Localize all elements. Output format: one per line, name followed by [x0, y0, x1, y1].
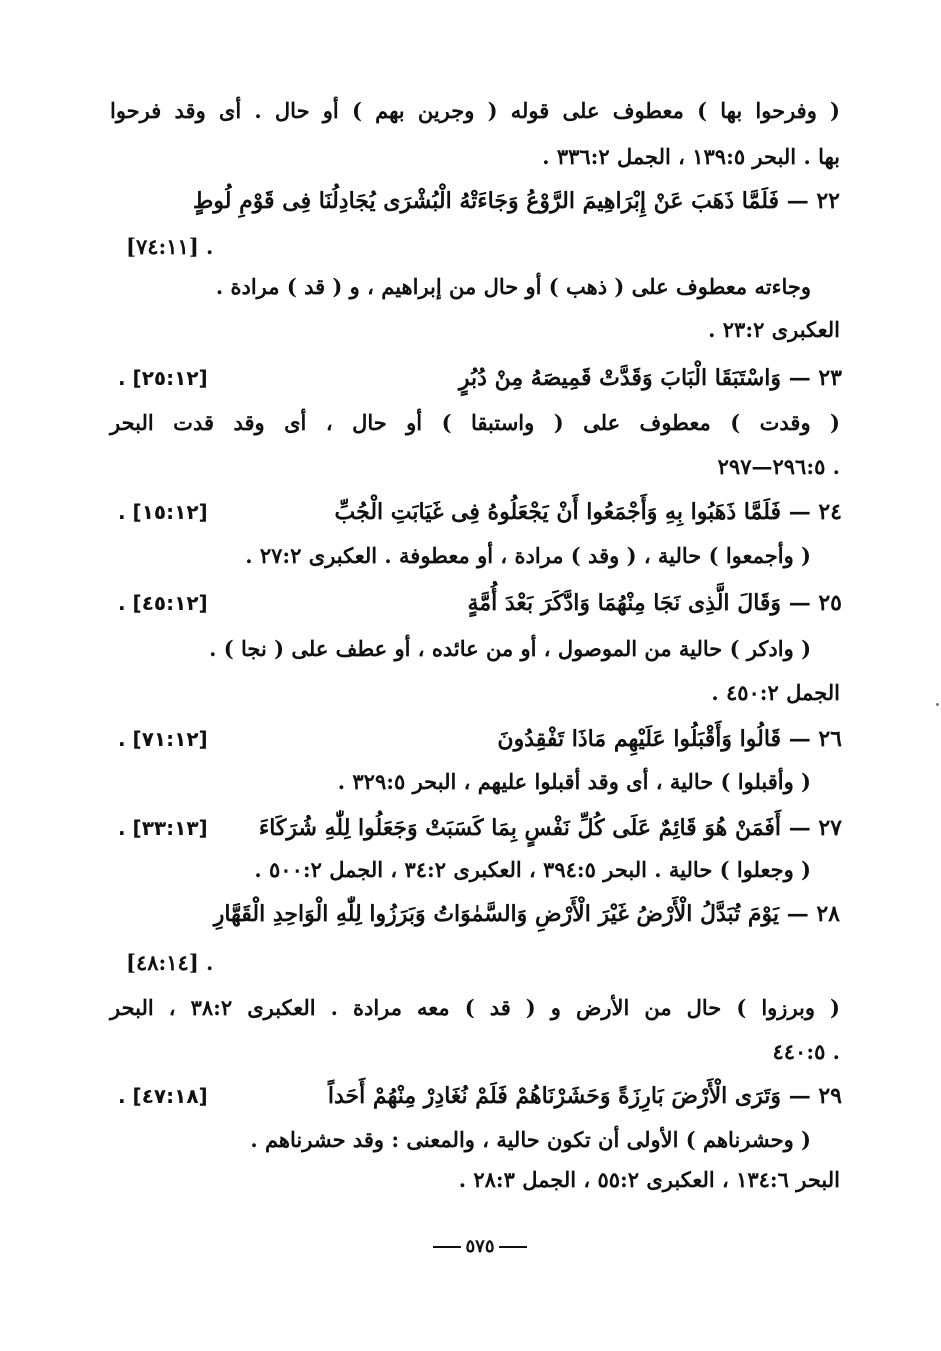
commentary-line: وجاءته معطوف على ( ذهب ) أو حال من إبراهيم ، و ( قد ) مرادة . [215, 274, 811, 299]
verse-26 [118, 721, 842, 757]
commentary-line: البحر ١٣٤:٦ ، العكبرى ٥٥:٢ ، الجمل ٢٨:٣ . [458, 1167, 840, 1192]
verse-reference: [٣٣:١٣] . [118, 816, 208, 840]
commentary-line: العكبرى ٢٣:٢ . [708, 317, 840, 342]
page-number [420, 1236, 540, 1257]
verse-27 [118, 810, 842, 846]
verse-text: ٢٦ — قَالُوا وَأَقْبَلُوا عَلَيْهِم مَاذَا تَفْقِدُونَ [497, 726, 842, 752]
scan-speck [936, 703, 939, 706]
commentary-line: ( وبرزوا ) حال من الأرض و ( قد ) معه مرادة . العكبرى ٣٨:٢ ، البحر [110, 995, 840, 1020]
commentary-line: ٤٤٠:٥ . [772, 1039, 840, 1064]
verse-text: ٢٩ — وَتَرَى الْأَرْضَ بَارِزَةً وَحَشَرْنَاهُمْ فَلَمْ نُغَادِرْ مِنْهُمْ أَحَداً [327, 1083, 842, 1109]
commentary-line: ( وأقبلوا ) حالية ، أى وقد أقبلوا عليهم ، البحر ٣٢٩:٥ . [337, 769, 811, 794]
commentary-line: ( وحشرناهم ) الأولى أن تكون حالية ، والمعنى : وقد حشرناهم . [250, 1127, 811, 1152]
verse-29 [118, 1078, 842, 1114]
verse-24 [118, 494, 842, 530]
verse-25 [118, 585, 842, 621]
verse-text: ٢٧ — أَفَمَنْ هُوَ قَائِمٌ عَلَى كُلِّ نَفْسٍ بِمَا كَسَبَتْ وَجَعَلُوا لِلّٰهِ شُرَكَاءَ [258, 815, 842, 841]
verse-reference: [٤٧:١٨] . [118, 1084, 208, 1108]
verse-reference: [٤٥:١٢] . [118, 591, 208, 615]
dash-divider [433, 1246, 461, 1248]
verse-reference: [٧١:١٢] . [118, 727, 208, 751]
verse-reference: [٢٥:١٢] . [118, 366, 208, 390]
verse-28: ٢٨ — يَوْمَ تُبَدَّلُ الْأَرْضُ غَيْرَ الْأَرْضِ وَالسَّمٰوَاتُ وَبَرَزُوا لِلّٰهِ الْوَاحِدِ الْقَهَّارِ [213, 901, 840, 927]
verse-22: ٢٢ — فَلَمَّا ذَهَبَ عَنْ إِبْرَاهِيمَ الرَّوْعُ وَجَاءَتْهُ الْبُشْرَى يُجَادِلُنَا فِى قَوْمِ لُوطٍ [193, 188, 840, 214]
commentary-line: ( وأجمعوا ) حالية ، ( وقد ) مرادة ، أو معطوفة . العكبرى ٢٧:٢ . [245, 543, 811, 568]
page-number-value: ٥٧٥ [465, 1236, 495, 1257]
dash-divider [499, 1246, 527, 1248]
commentary-line: بها . البحر ١٣٩:٥ ، الجمل ٣٣٦:٢ . [542, 144, 840, 169]
verse-text: ٢٤ — فَلَمَّا ذَهَبُوا بِهِ وَأَجْمَعُوا أَنْ يَجْعَلُوهُ فِى غَيَابَتِ الْجُبِّ [334, 499, 842, 525]
commentary-line: ( وفرحوا بها ) معطوف على قوله ( وجرين بهم ) أو حال . أى وقد فرحوا [110, 98, 840, 123]
verse-reference: [١٥:١٢] . [118, 500, 208, 524]
commentary-line: ( وقدت ) معطوف على ( واستبقا ) أو حال ، أى وقد قدت البحر [110, 410, 840, 435]
verse-reference: [٤٨:١٤] . [126, 950, 214, 975]
verse-text: ٢٣ — وَاسْتَبَقَا الْبَابَ وَقَدَّتْ قَمِيصَهُ مِنْ دُبُرٍ [458, 365, 842, 391]
verse-23 [118, 360, 842, 396]
commentary-line: ( وجعلوا ) حالية . البحر ٣٩٤:٥ ، العكبرى ٣٤:٢ ، الجمل ٥٠٠:٢ . [254, 857, 811, 882]
commentary-line: الجمل ٤٥٠:٢ . [711, 680, 840, 705]
verse-text: ٢٥ — وَقَالَ الَّذِى نَجَا مِنْهُمَا وَادَّكَرَ بَعْدَ أُمَّةٍ [467, 590, 842, 616]
commentary-line: ٢٩٦:٥—٢٩٧ . [717, 454, 840, 479]
verse-reference: [٧٤:١١] . [126, 234, 214, 259]
commentary-line: ( وادكر ) حالية من الموصول ، أو من عائده ، أو عطف على ( نجا ) . [209, 636, 811, 661]
